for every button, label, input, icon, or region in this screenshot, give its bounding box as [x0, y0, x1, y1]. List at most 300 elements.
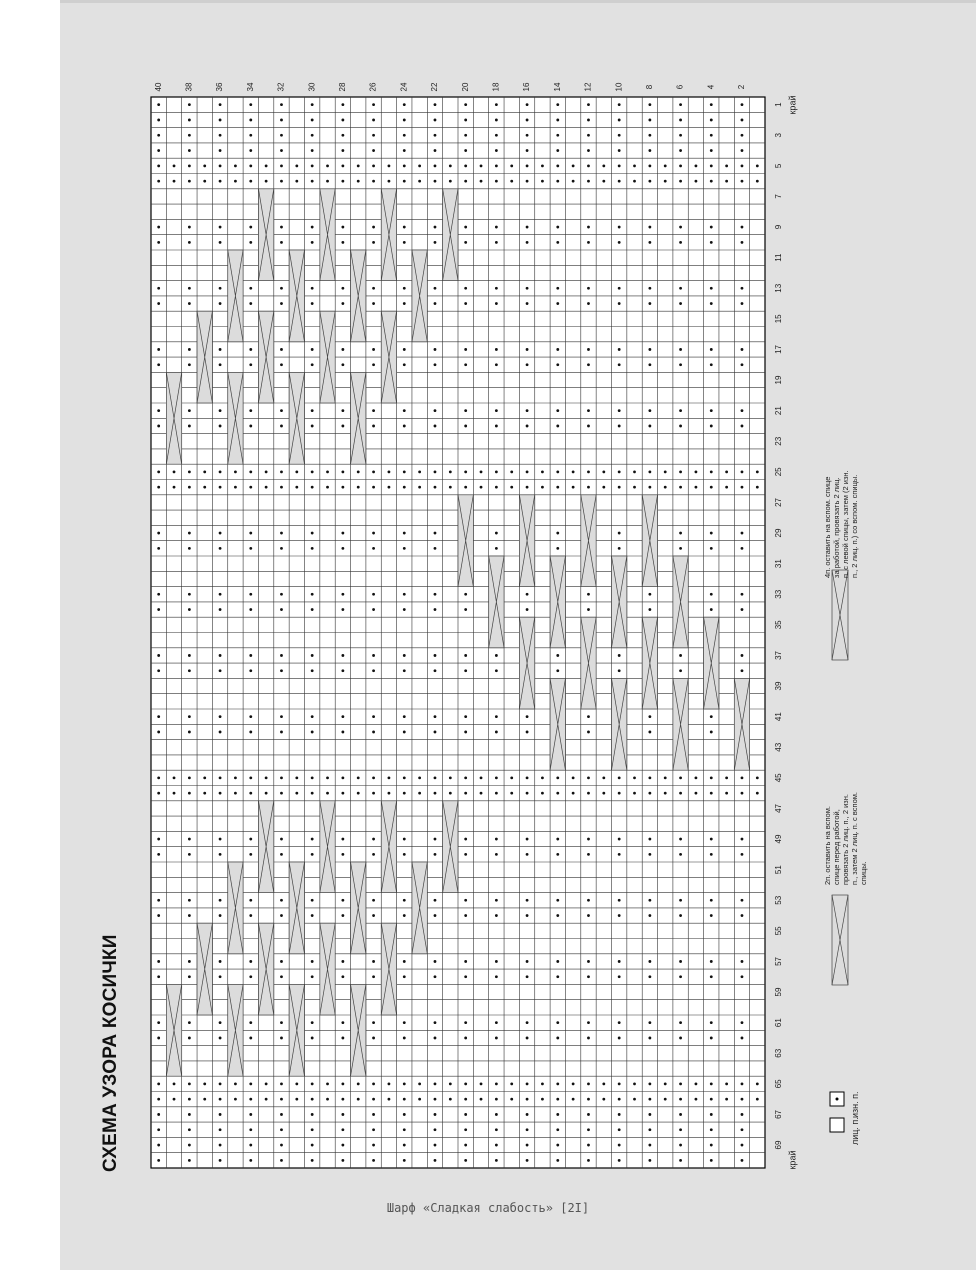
purl-dot — [434, 287, 437, 290]
purl-dot — [464, 287, 467, 290]
purl-dot — [418, 792, 421, 795]
purl-dot — [710, 792, 713, 795]
purl-dot — [219, 226, 222, 229]
purl-dot — [710, 409, 713, 412]
purl-dot — [695, 180, 698, 183]
purl-dot — [679, 409, 682, 412]
purl-dot — [157, 1037, 160, 1040]
purl-dot — [526, 792, 529, 795]
purl-dot — [648, 149, 651, 152]
purl-dot — [618, 287, 621, 290]
purl-dot — [157, 241, 160, 244]
purl-dot — [495, 486, 498, 489]
purl-dot — [633, 470, 636, 473]
purl-dot — [219, 731, 222, 734]
purl-dot — [464, 669, 467, 672]
purl-dot — [403, 134, 406, 137]
purl-dot — [741, 409, 744, 412]
purl-dot — [341, 731, 344, 734]
purl-dot — [403, 654, 406, 657]
purl-dot — [556, 241, 559, 244]
purl-dot — [648, 776, 651, 779]
row-number: 37 — [774, 650, 784, 660]
purl-dot — [157, 1113, 160, 1116]
purl-dot — [710, 715, 713, 718]
purl-dot — [434, 608, 437, 611]
purl-dot — [357, 180, 360, 183]
purl-dot — [710, 363, 713, 366]
purl-dot — [572, 470, 575, 473]
purl-dot — [434, 853, 437, 856]
purl-dot — [157, 975, 160, 978]
purl-dot — [403, 180, 406, 183]
purl-dot — [741, 669, 744, 672]
purl-dot — [679, 470, 682, 473]
purl-dot — [188, 470, 191, 473]
purl-dot — [495, 899, 498, 902]
purl-dot — [434, 425, 437, 428]
purl-dot — [572, 164, 575, 167]
purl-dot — [372, 792, 375, 795]
purl-dot — [556, 470, 559, 473]
purl-dot — [464, 792, 467, 795]
purl-dot — [188, 899, 191, 902]
purl-dot — [403, 792, 406, 795]
purl-dot — [464, 838, 467, 841]
purl-dot — [756, 164, 759, 167]
purl-dot — [434, 975, 437, 978]
purl-dot — [372, 853, 375, 856]
purl-dot — [403, 593, 406, 596]
purl-dot — [587, 363, 590, 366]
purl-dot — [357, 164, 360, 167]
purl-dot — [602, 164, 605, 167]
purl-dot — [648, 975, 651, 978]
purl-dot — [526, 1128, 529, 1131]
purl-dot — [418, 1098, 421, 1101]
purl-dot — [526, 119, 529, 122]
purl-dot — [341, 960, 344, 963]
purl-dot — [157, 180, 160, 183]
purl-dot — [418, 164, 421, 167]
purl-dot — [449, 486, 452, 489]
purl-dot — [188, 792, 191, 795]
purl-dot — [587, 792, 590, 795]
purl-dot — [679, 960, 682, 963]
purl-dot — [495, 119, 498, 122]
purl-dot — [434, 363, 437, 366]
purl-dot — [403, 1113, 406, 1116]
purl-dot — [188, 348, 191, 351]
purl-dot — [495, 302, 498, 305]
purl-dot — [556, 669, 559, 672]
purl-dot — [526, 180, 529, 183]
purl-dot — [434, 547, 437, 550]
purl-dot — [587, 914, 590, 917]
purl-dot — [434, 715, 437, 718]
purl-dot — [679, 149, 682, 152]
purl-dot — [311, 425, 314, 428]
purl-dot — [480, 164, 483, 167]
purl-dot — [372, 348, 375, 351]
page-footer: Шарф «Сладкая слабость» [2I] — [386, 1201, 590, 1215]
purl-dot — [249, 975, 252, 978]
purl-dot — [587, 486, 590, 489]
purl-dot — [188, 669, 191, 672]
purl-dot — [556, 1098, 559, 1101]
purl-dot — [372, 547, 375, 550]
purl-dot — [495, 1159, 498, 1162]
purl-dot — [280, 1021, 283, 1024]
purl-dot — [618, 119, 621, 122]
purl-dot — [280, 838, 283, 841]
purl-dot — [587, 241, 590, 244]
purl-dot — [526, 1159, 529, 1162]
purl-dot — [495, 287, 498, 290]
purl-dot — [464, 409, 467, 412]
purl-dot — [357, 792, 360, 795]
purl-dot — [495, 226, 498, 229]
purl-dot — [188, 287, 191, 290]
row-number: 33 — [774, 589, 784, 599]
purl-dot — [188, 593, 191, 596]
col-number: 40 — [153, 82, 163, 92]
purl-dot — [188, 975, 191, 978]
purl-dot — [311, 1021, 314, 1024]
purl-dot — [648, 287, 651, 290]
col-number: 34 — [245, 82, 255, 92]
purl-dot — [648, 1021, 651, 1024]
purl-dot — [602, 180, 605, 183]
purl-dot — [495, 1128, 498, 1131]
purl-dot — [464, 180, 467, 183]
purl-dot — [710, 1144, 713, 1147]
purl-dot — [741, 287, 744, 290]
purl-dot — [587, 470, 590, 473]
purl-dot — [280, 241, 283, 244]
purl-dot — [249, 119, 252, 122]
purl-dot — [280, 547, 283, 550]
purl-dot — [372, 1159, 375, 1162]
purl-dot — [249, 1082, 252, 1085]
purl-dot — [341, 287, 344, 290]
purl-dot — [372, 425, 375, 428]
purl-dot — [618, 792, 621, 795]
purl-dot — [280, 486, 283, 489]
col-number: 38 — [184, 82, 194, 92]
purl-dot — [602, 1098, 605, 1101]
purl-dot — [403, 226, 406, 229]
purl-dot — [403, 776, 406, 779]
purl-dot — [219, 853, 222, 856]
purl-dot — [357, 1098, 360, 1101]
purl-dot — [618, 776, 621, 779]
purl-dot — [188, 776, 191, 779]
purl-dot — [710, 1113, 713, 1116]
purl-dot — [510, 792, 513, 795]
purl-dot — [618, 1037, 621, 1040]
purl-dot — [495, 731, 498, 734]
purl-dot — [280, 1098, 283, 1101]
purl-dot — [710, 593, 713, 596]
purl-dot — [648, 715, 651, 718]
purl-dot — [526, 149, 529, 152]
purl-dot — [556, 960, 559, 963]
purl-dot — [679, 287, 682, 290]
purl-dot — [648, 960, 651, 963]
row-number: 3 — [774, 133, 784, 138]
purl-dot — [157, 1098, 160, 1101]
purl-dot — [648, 302, 651, 305]
purl-dot — [249, 486, 252, 489]
purl-dot — [403, 853, 406, 856]
purl-dot — [280, 302, 283, 305]
purl-dot — [648, 348, 651, 351]
purl-dot — [434, 1037, 437, 1040]
purl-dot — [710, 302, 713, 305]
purl-dot — [157, 899, 160, 902]
purl-dot — [434, 486, 437, 489]
purl-dot — [311, 134, 314, 137]
purl-dot — [372, 1021, 375, 1024]
purl-dot — [311, 776, 314, 779]
purl-dot — [710, 134, 713, 137]
purl-dot — [464, 425, 467, 428]
purl-dot — [403, 149, 406, 152]
purl-dot — [341, 1159, 344, 1162]
purl-dot — [679, 226, 682, 229]
purl-dot — [249, 1128, 252, 1131]
purl-dot — [710, 899, 713, 902]
purl-dot — [449, 792, 452, 795]
purl-dot — [526, 608, 529, 611]
purl-dot — [188, 1021, 191, 1024]
purl-dot — [495, 425, 498, 428]
purl-dot — [495, 1021, 498, 1024]
purl-dot — [618, 1128, 621, 1131]
purl-dot — [188, 532, 191, 535]
purl-dot — [311, 302, 314, 305]
purl-dot — [295, 1082, 298, 1085]
purl-dot — [679, 164, 682, 167]
purl-dot — [372, 241, 375, 244]
purl-dot — [526, 409, 529, 412]
purl-dot — [725, 776, 728, 779]
purl-dot — [495, 1144, 498, 1147]
row-number: 17 — [774, 344, 784, 354]
purl-dot — [526, 914, 529, 917]
purl-dot — [311, 1113, 314, 1116]
purl-dot — [280, 960, 283, 963]
purl-dot — [357, 486, 360, 489]
purl-dot — [326, 180, 329, 183]
purl-dot — [434, 409, 437, 412]
purl-dot — [403, 1159, 406, 1162]
purl-dot — [219, 363, 222, 366]
purl-dot — [418, 180, 421, 183]
purl-dot — [679, 792, 682, 795]
purl-dot — [434, 654, 437, 657]
purl-dot — [495, 914, 498, 917]
purl-dot — [648, 608, 651, 611]
purl-dot — [403, 409, 406, 412]
purl-dot — [526, 287, 529, 290]
purl-dot — [157, 838, 160, 841]
purl-dot — [664, 1082, 667, 1085]
purl-dot — [341, 1144, 344, 1147]
purl-dot — [311, 731, 314, 734]
purl-dot — [372, 470, 375, 473]
purl-dot — [157, 669, 160, 672]
purl-dot — [403, 1098, 406, 1101]
purl-dot — [157, 776, 160, 779]
purl-dot — [526, 470, 529, 473]
purl-dot — [403, 287, 406, 290]
purl-dot — [234, 1098, 237, 1101]
purl-dot — [188, 608, 191, 611]
purl-dot — [341, 425, 344, 428]
purl-dot — [618, 914, 621, 917]
purl-dot — [249, 1159, 252, 1162]
purl-dot — [587, 425, 590, 428]
purl-dot — [741, 547, 744, 550]
purl-dot — [710, 731, 713, 734]
purl-dot — [710, 608, 713, 611]
purl-dot — [403, 425, 406, 428]
purl-dot — [556, 838, 559, 841]
purl-dot — [157, 654, 160, 657]
purl-dot — [249, 547, 252, 550]
purl-dot — [725, 486, 728, 489]
purl-dot — [219, 975, 222, 978]
row-number: 27 — [774, 497, 784, 507]
purl-dot — [280, 409, 283, 412]
purl-dot — [311, 669, 314, 672]
purl-dot — [249, 899, 252, 902]
purl-dot — [510, 486, 513, 489]
purl-dot — [618, 226, 621, 229]
purl-dot — [188, 1082, 191, 1085]
purl-dot — [234, 486, 237, 489]
purl-dot — [556, 1159, 559, 1162]
purl-dot — [372, 669, 375, 672]
purl-dot — [157, 1159, 160, 1162]
purl-dot — [280, 103, 283, 106]
purl-dot — [541, 776, 544, 779]
col-number: 22 — [430, 82, 440, 92]
purl-dot — [157, 226, 160, 229]
purl-dot — [495, 409, 498, 412]
purl-dot — [664, 792, 667, 795]
purl-dot — [618, 960, 621, 963]
purl-dot — [203, 776, 206, 779]
purl-dot — [249, 180, 252, 183]
purl-dot — [311, 470, 314, 473]
row-number: 29 — [774, 528, 784, 538]
purl-dot — [341, 608, 344, 611]
purl-dot — [495, 654, 498, 657]
purl-dot — [679, 1144, 682, 1147]
row-number: 67 — [774, 1109, 784, 1119]
purl-dot — [434, 593, 437, 596]
purl-dot — [280, 1128, 283, 1131]
purl-dot — [188, 164, 191, 167]
purl-dot — [219, 103, 222, 106]
purl-dot — [188, 547, 191, 550]
purl-dot — [341, 1082, 344, 1085]
purl-dot — [219, 164, 222, 167]
purl-dot — [556, 853, 559, 856]
purl-dot — [219, 1098, 222, 1101]
purl-dot — [311, 1159, 314, 1162]
purl-dot — [679, 1082, 682, 1085]
purl-dot — [434, 226, 437, 229]
purl-dot — [311, 853, 314, 856]
row-number: 43 — [774, 742, 784, 752]
purl-dot — [388, 776, 391, 779]
purl-dot — [219, 1159, 222, 1162]
purl-dot — [587, 149, 590, 152]
purl-dot — [526, 302, 529, 305]
purl-dot — [341, 134, 344, 137]
purl-dot — [510, 776, 513, 779]
row-number: 9 — [774, 224, 784, 230]
purl-dot — [388, 180, 391, 183]
purl-dot — [679, 119, 682, 122]
purl-dot — [280, 180, 283, 183]
purl-dot — [219, 654, 222, 657]
row-number: 21 — [774, 406, 784, 416]
purl-dot — [219, 1021, 222, 1024]
purl-dot — [556, 164, 559, 167]
purl-dot — [418, 470, 421, 473]
purl-dot — [618, 669, 621, 672]
purl-dot — [173, 776, 176, 779]
purl-dot — [618, 899, 621, 902]
purl-dot — [249, 348, 252, 351]
purl-dot — [464, 164, 467, 167]
purl-dot — [756, 1082, 759, 1085]
purl-dot — [157, 287, 160, 290]
purl-dot — [434, 914, 437, 917]
purl-dot — [326, 776, 329, 779]
purl-dot — [249, 1144, 252, 1147]
purl-dot — [695, 470, 698, 473]
purl-dot — [188, 853, 191, 856]
purl-dot — [341, 180, 344, 183]
purl-dot — [464, 1037, 467, 1040]
col-number: 12 — [583, 82, 593, 92]
purl-dot — [572, 180, 575, 183]
purl-dot — [203, 1082, 206, 1085]
purl-dot — [403, 1144, 406, 1147]
purl-dot — [648, 425, 651, 428]
purl-dot — [311, 287, 314, 290]
purl-dot — [710, 1159, 713, 1162]
purl-dot — [249, 1113, 252, 1116]
purl-dot — [249, 715, 252, 718]
purl-dot — [157, 532, 160, 535]
purl-dot — [341, 486, 344, 489]
purl-dot — [556, 547, 559, 550]
purl-dot — [434, 164, 437, 167]
purl-dot — [756, 180, 759, 183]
row-number: 63 — [774, 1048, 784, 1058]
purl-dot — [219, 409, 222, 412]
purl-dot — [372, 103, 375, 106]
purl-dot — [434, 899, 437, 902]
purl-dot — [526, 103, 529, 106]
